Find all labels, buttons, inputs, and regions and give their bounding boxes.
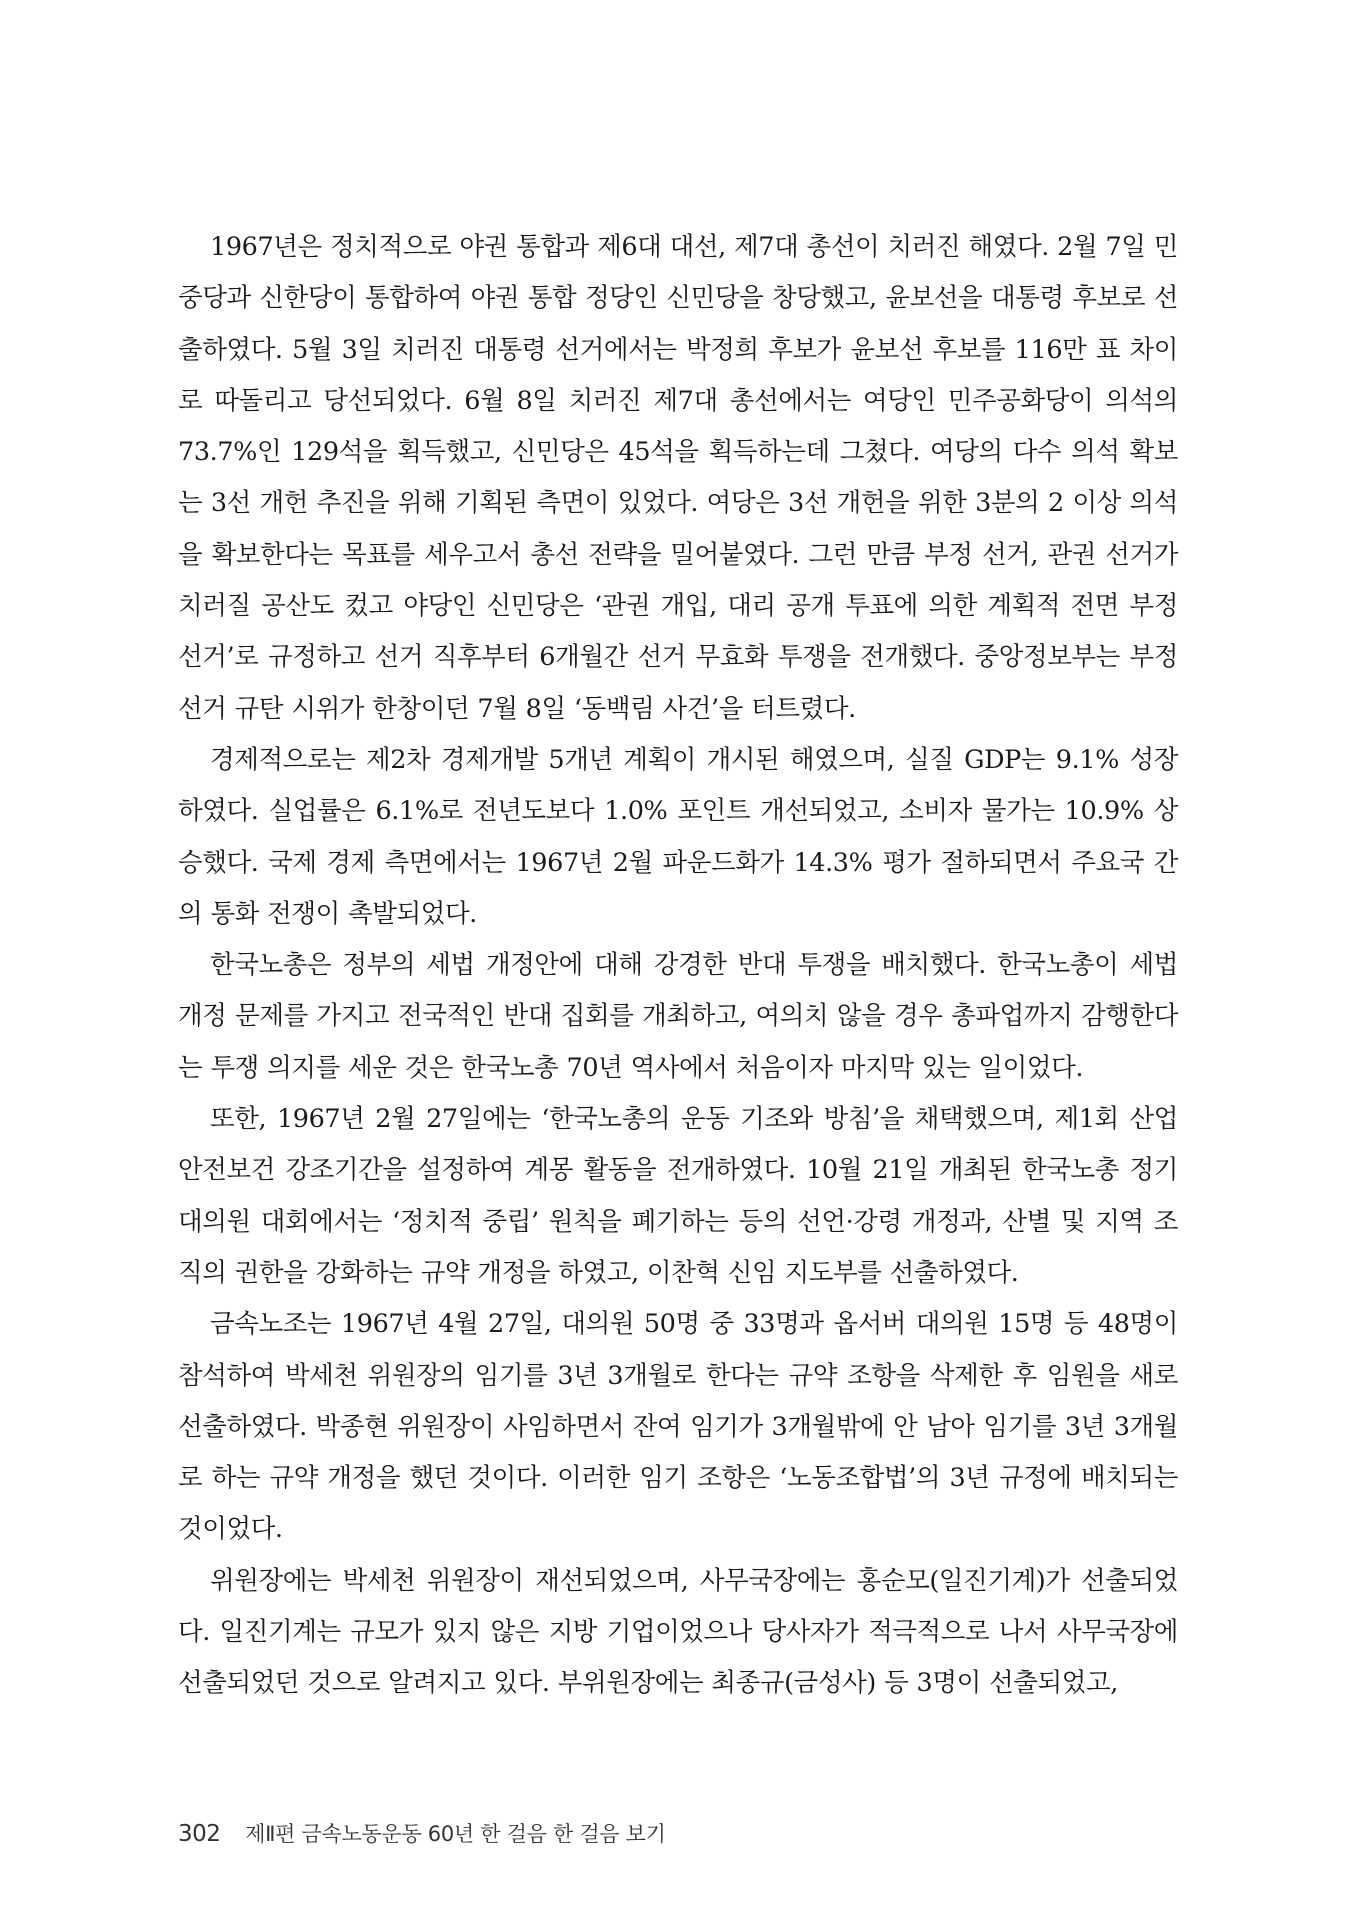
running-title: 제Ⅱ편 금속노동운동 60년 한 걸음 한 걸음 보기 [245,1822,666,1846]
page-footer [178,1818,666,1848]
paragraph-4: 또한, 1967년 2월 27일에는 ‘한국노총의 운동 기조와 방침’을 채택했으며, 제1회 산업 안전보건 강조기간을 설정하여 계몽 활동을 전개하였다. 10월 21일 개최된 한국노총 정기 대의원 대회에서는 ‘정치적 중립’ 원칙을 폐기하는 등의 선언·강령 개정과, 산별 및 지역 조직의 권한을 강화하는 규약 개정을 하였고, 이찬혁 신임 지도부를 선출하였다. [178,1104,1178,1288]
page-number: 302 [178,1821,221,1847]
paragraph-3: 한국노총은 정부의 세법 개정안에 대해 강경한 반대 투쟁을 배치했다. 한국노총이 세법 개정 문제를 가지고 전국적인 반대 집회를 개최하고, 여의치 않을 경우 총파업까지 감행한다는 투쟁 의지를 세운 것은 한국노총 70년 역사에서 처음이자 마지막 있는 일이었다. [178,950,1178,1083]
paragraph-1: 1967년은 정치적으로 야권 통합과 제6대 대선, 제7대 총선이 치러진 해였다. 2월 7일 민중당과 신한당이 통합하여 야권 통합 정당인 신민당을 창당했고, 윤보선을 대통령 후보로 선출하였다. 5월 3일 치러진 대통령 선거에서는 박정희 후보가 윤보선 후보를 116만 표 차이로 따돌리고 당선되었다. 6월 8일 치러진 제7대 총선에서는 여당인 민주공화당이 의석의 73.7%인 129석을 획득했고, 신민당은 45석을 획득하는데 그쳤다. 여당의 다수 의석 확보는 3선 개헌 추진을 위해 기획된 측면이 있었다. 여당은 3선 개헌을 위한 3분의 2 이상 의석을 확보한다는 목표를 세우고서 총선 전략을 밀어붙였다. 그런 만큼 부정 선거, 관권 선거가 치러질 공산도 컸고 야당인 신민당은 ‘관권 개입, 대리 공개 투표에 의한 계획적 전면 부정 선거’로 규정하고 선거 직후부터 6개월간 선거 무효화 투쟁을 전개했다. 중앙정보부는 부정 선거 규탄 시위가 한창이던 7월 8일 ‘동백림 사건’을 터트렸다. [178,232,1178,724]
paragraph-2: 경제적으로는 제2차 경제개발 5개년 계획이 개시된 해였으며, 실질 GDP는 9.1% 성장하였다. 실업률은 6.1%로 전년도보다 1.0% 포인트 개선되었고, 소비자 물가는 10.9% 상승했다. 국제 경제 측면에서는 1967년 2월 파운드화가 14.3% 평가 절하되면서 주요국 간의 통화 전쟁이 촉발되었다. [178,744,1178,929]
paragraph-6: 위원장에는 박세천 위원장이 재선되었으며, 사무국장에는 홍순모(일진기계)가 선출되었다. 일진기계는 규모가 있지 않은 지방 기업이었으나 당사자가 적극적으로 나서 사무국장에 선출되었던 것으로 알려지고 있다. 부위원장에는 최종규(금성사) 등 3명이 선출되었고, [178,1565,1178,1699]
document-body [178,222,1178,1710]
paragraph-5: 금속노조는 1967년 4월 27일, 대의원 50명 중 33명과 옵서버 대의원 15명 등 48명이 참석하여 박세천 위원장의 임기를 3년 3개월로 한다는 규약 조항을 삭제한 후 임원을 새로 선출하였다. 박종현 위원장이 사임하면서 잔여 임기가 3개월밖에 안 남아 임기를 3년 3개월로 하는 규약 개정을 했던 것이다. 이러한 임기 조항은 ‘노동조합법’의 3년 규정에 배치되는 것이었다. [178,1309,1178,1545]
